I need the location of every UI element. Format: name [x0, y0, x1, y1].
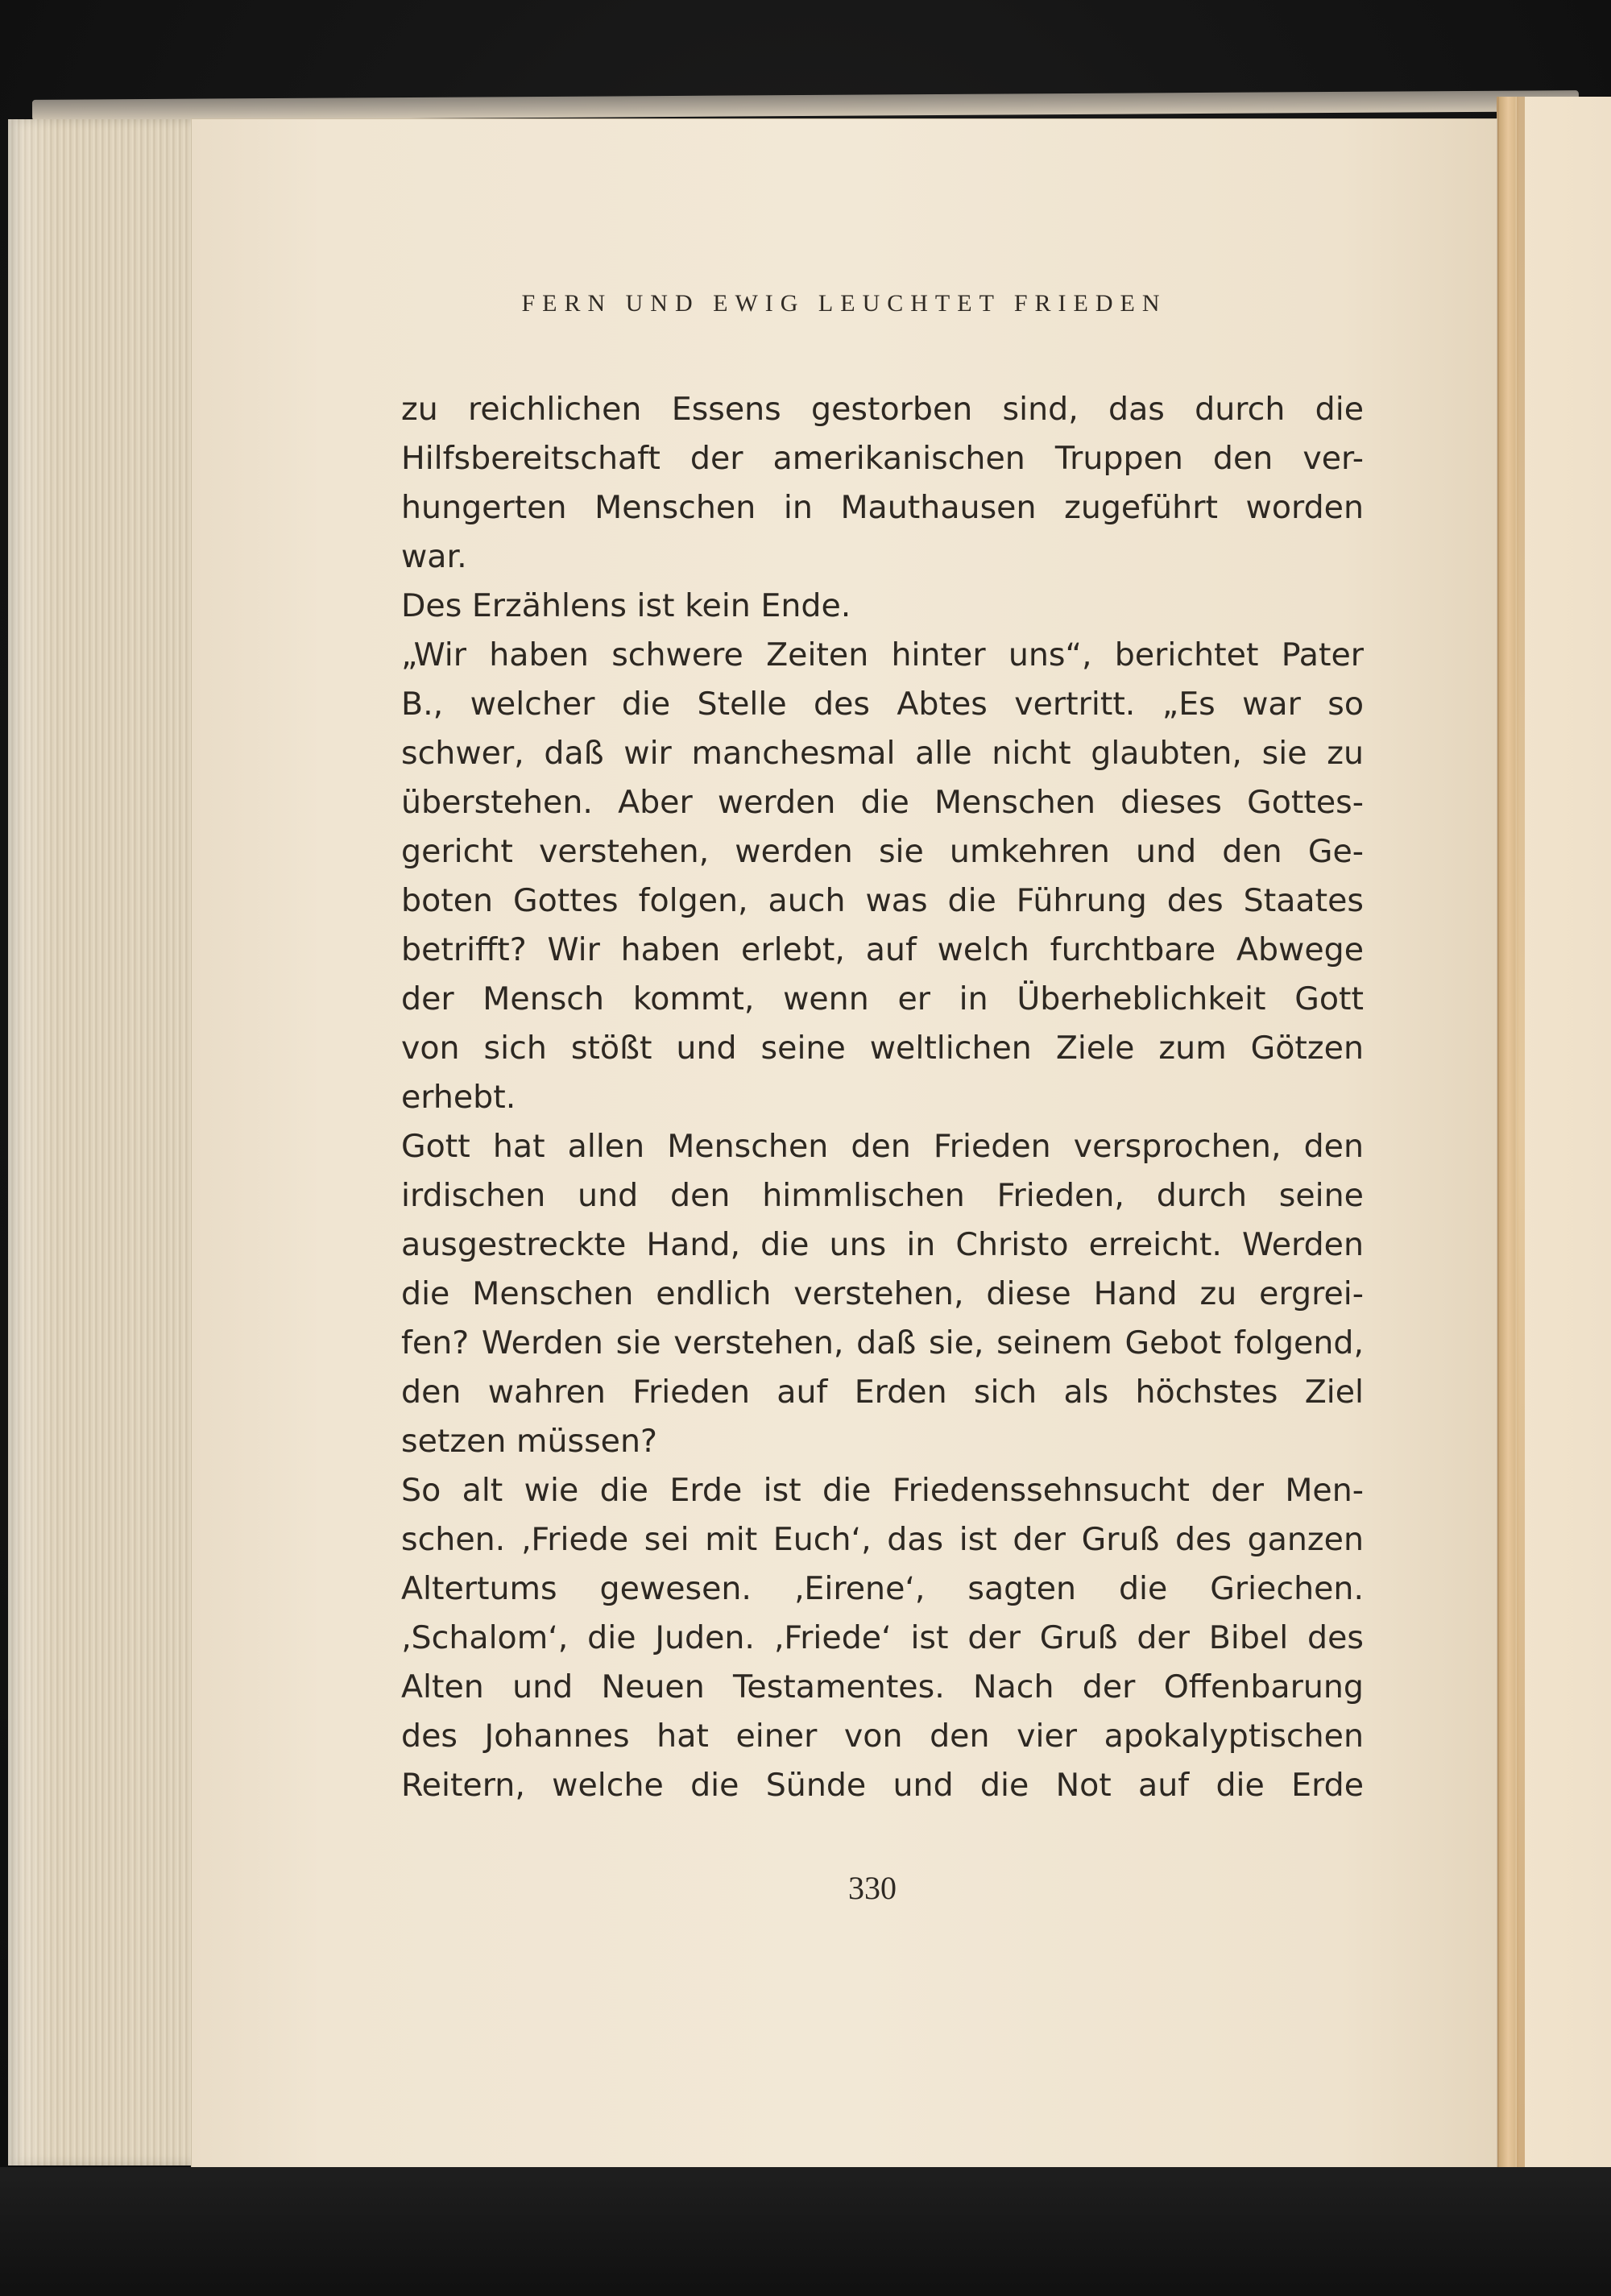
text-line: der Mensch kommt, wenn er in Überheblichkeit Gott: [401, 980, 1364, 1017]
text-line: war.: [401, 538, 467, 575]
text-line: fen? Werden sie verstehen, daß sie, seinem Gebot folgend,: [401, 1324, 1364, 1361]
text-line: erhebt.: [401, 1079, 516, 1116]
book-top-edge: [32, 90, 1579, 121]
text-line: zu reichlichen Essens gestorben sind, das durch die: [401, 391, 1364, 428]
text-line: Hilfsbereitschaft der amerikanischen Truppen den ver-: [401, 440, 1364, 477]
text-line: So alt wie die Erde ist die Friedenssehnsucht der Men-: [401, 1472, 1364, 1509]
text-line: des Johannes hat einer von den vier apokalyptischen: [401, 1718, 1364, 1755]
bottom-background: [0, 2167, 1611, 2296]
text-line: ‚Schalom‘, die Juden. ‚Friede‘ ist der Gruß der Bibel des: [401, 1619, 1364, 1656]
text-line: betrifft? Wir haben erlebt, auf welch furchtbare Abwege: [401, 931, 1364, 968]
text-line: die Menschen endlich verstehen, diese Hand zu ergrei-: [401, 1275, 1364, 1312]
text-line: schwer, daß wir manchesmal alle nicht glaubten, sie zu: [401, 735, 1364, 772]
text-line: hungerten Menschen in Mauthausen zugeführt worden: [401, 489, 1364, 526]
text-line: setzen müssen?: [401, 1423, 657, 1460]
text-line: überstehen. Aber werden die Menschen dieses Gottes-: [401, 784, 1364, 821]
text-line: Alten und Neuen Testamentes. Nach der Offenbarung: [401, 1668, 1364, 1705]
text-line: von sich stößt und seine weltlichen Ziele zum Götzen: [401, 1030, 1364, 1067]
text-line: Gott hat allen Menschen den Frieden versprochen, den: [401, 1128, 1364, 1165]
body-text: [401, 385, 1364, 1810]
text-line: irdischen und den himmlischen Frieden, durch seine: [401, 1177, 1364, 1214]
text-line: boten Gottes folgen, auch was die Führung des Staates: [401, 882, 1364, 919]
running-head: FERN UND EWIG LEUCHTET FRIEDEN: [521, 290, 1167, 317]
text-line: Des Erzählens ist kein Ende.: [401, 587, 851, 624]
text-line: Reitern, welche die Sünde und die Not auf die Erde: [401, 1767, 1364, 1804]
text-line: den wahren Frieden auf Erden sich als höchstes Ziel: [401, 1374, 1364, 1411]
left-page-stack: [8, 119, 196, 2165]
page-number: 330: [848, 1870, 897, 1906]
text-line: ausgestreckte Hand, die uns in Christo erreicht. Werden: [401, 1226, 1364, 1263]
text-line: schen. ‚Friede sei mit Euch‘, das ist der Gruß des ganzen: [401, 1521, 1364, 1558]
right-page-edge: [1497, 97, 1611, 2167]
text-line: B., welcher die Stelle des Abtes vertritt. „Es war so: [401, 686, 1364, 723]
text-line: Altertums gewesen. ‚Eirene‘, sagten die Griechen.: [401, 1570, 1364, 1607]
text-line: gericht verstehen, werden sie umkehren und den Ge-: [401, 833, 1364, 870]
text-line: „Wir haben schwere Zeiten hinter uns“, berichtet Pater: [401, 636, 1364, 673]
